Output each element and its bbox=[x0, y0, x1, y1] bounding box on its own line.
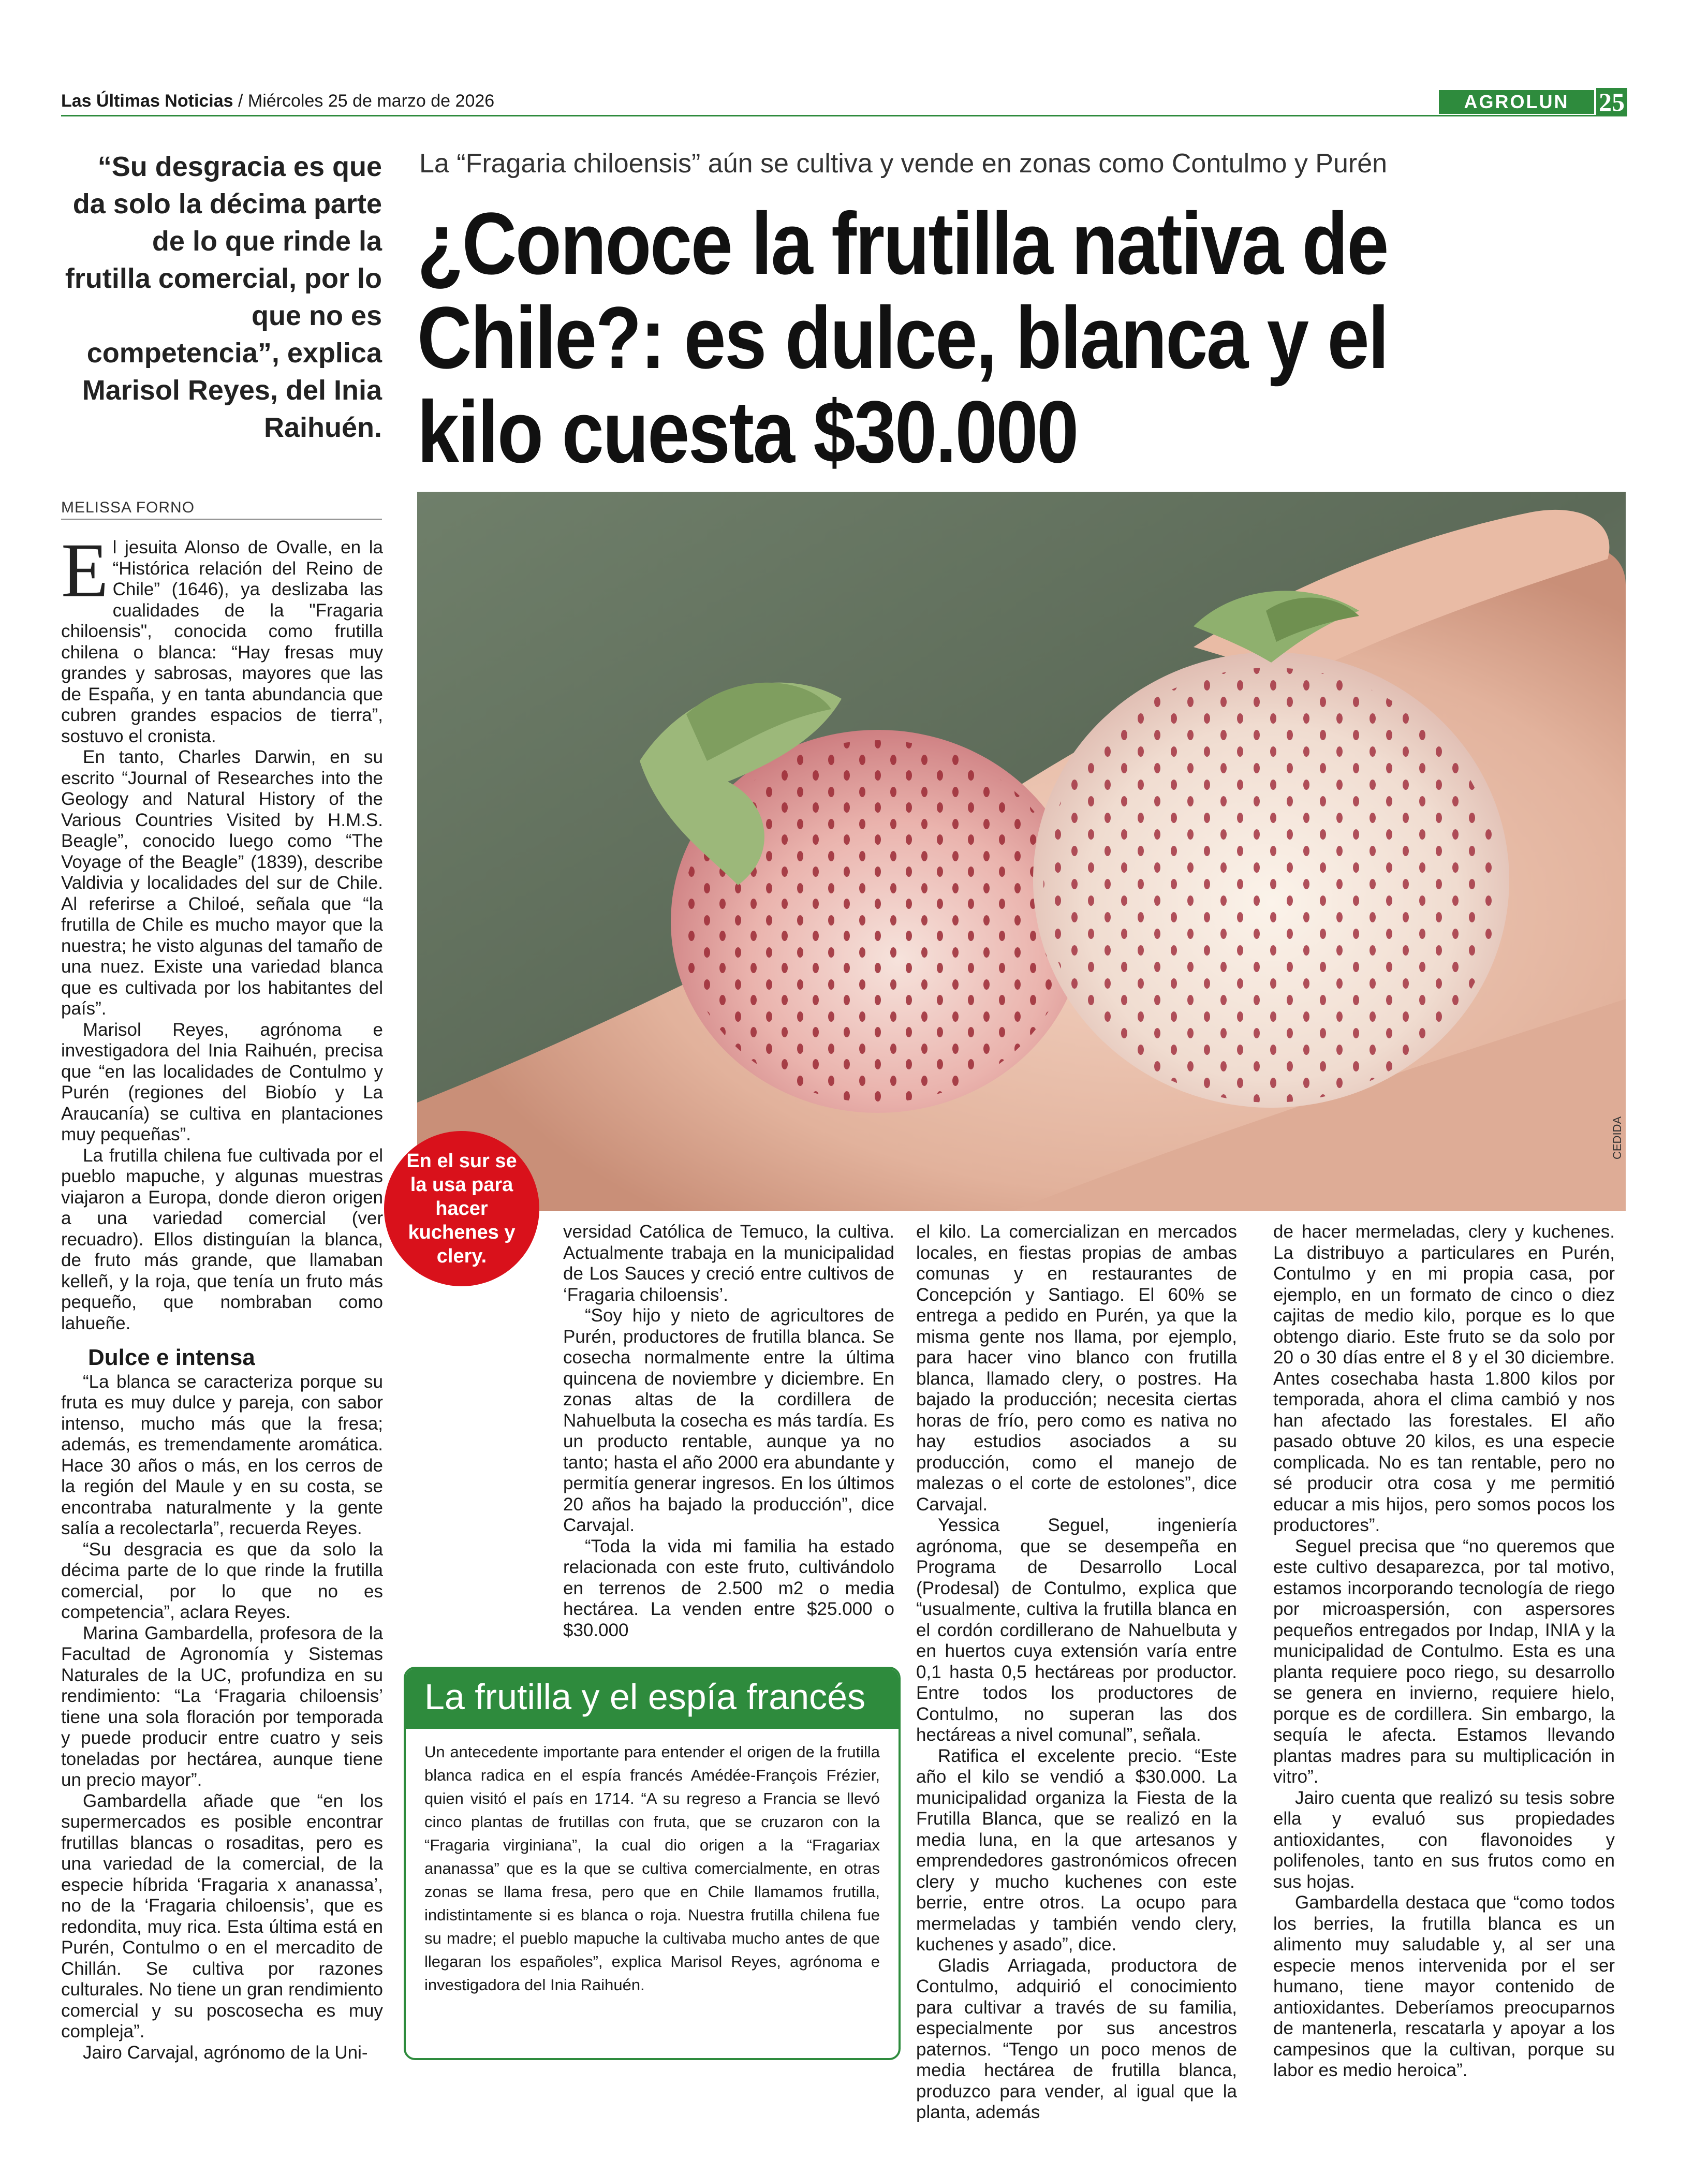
header-rule bbox=[61, 115, 1627, 116]
paragraph: Gambardella añade que “en los supermercados es posible encontrar frutillas blancas o rosaditas, pero es una variedad de la comercial, de la especie híbrida ‘Fragaria x ananassa’, no de la ‘Fragaria chiloensis’, que es redondita, muy rica. Esta última está en Purén, Contulmo o en el mercadito de Chillán. Se cultiva por razones culturales. No tiene un gran rendimiento comercial y su poscosecha es muy compleja”. bbox=[61, 1790, 383, 2041]
article-kicker: La “Fragaria chiloensis” aún se cultiva y vende en zonas como Contulmo y Purén bbox=[419, 149, 1388, 179]
photo-credit: CEDIDA bbox=[1611, 1116, 1624, 1159]
article-title: ¿Conoce la frutilla nativa de Chile?: es dulce, blanca y el kilo cuesta $30.000 bbox=[417, 195, 1388, 481]
paragraph: En tanto, Charles Darwin, en su escrito “Journal of Researches into the Geology and Natural History of the Various Countries Visited by H.M.S. Beagle”, conocido luego como “The Voyage of the Beagle” (1839), describe Valdivia y localidades del sur de Chile. Al referirse a Chiloé, señala que “la frutilla de Chile es mucho mayor que la nuestra; he visto algunas del tamaño de una nuez. Existe una variedad blanca que es cultivada por los habitantes del país”. bbox=[61, 747, 383, 1019]
paragraph: Gladis Arriagada, productora de Contulmo, adquirió el conocimiento para cultivar a través de su familia, especialmente por sus ancestros paternos. “Tengo un poco menos de media hectárea de frutilla blanca, produzco para vender, al igual que la planta, además bbox=[916, 1955, 1237, 2122]
section-label: AGROLUN bbox=[1439, 90, 1594, 114]
byline: MELISSA FORNO bbox=[61, 499, 195, 516]
paragraph: La frutilla chilena fue cultivada por el pueblo mapuche, y algunas muestras viajaron a Europa, donde dieron origen a una variedad comercial (ver recuadro). Ellos distinguían la blanca, de fruto más grande, que llamaban kelleñ, y la roja, que tenía un fruto más pequeño, que nombraban como lahueñe. bbox=[61, 1145, 383, 1333]
paragraph: de hacer mermeladas, clery y kuchenes. La distribuyo a particulares en Purén, Contulmo y en mi propia casa, por ejemplo, en un formato de cinco o diez cajitas de medio kilo, porque es lo que obtengo diario. Este fruto se da solo por 20 o 30 días entre el 8 y el 30 diciembre. Antes cosechaba hasta 1.800 kilos por temporada, ahora el clima cambió y nos han afectado las forestales. El año pasado obtuve 20 kilos, es una especie complicada. No es tan rentable, pero no sé producir otra cosa y me permitió educar a mis hijos, pero somos pocos los productores”. bbox=[1273, 1222, 1615, 1535]
paragraph: Jairo cuenta que realizó su tesis sobre ella y evaluó sus propiedades antioxidantes, con flavonoides y polifenoles, tanto en sus frutos como en sus hojas. bbox=[1273, 1787, 1615, 1892]
paragraph: Ratifica el excelente precio. “Este año el kilo se vendió a $30.000. La municipalidad organiza la Fiesta de la Frutilla Blanca, que se realizó en la media luna, en la que artesanos y emprendedores gastronómicos ofrecen clery y mucho kuchenes con este berrie, entre otros. La ocupo para mermeladas y también vendo clery, kuchenes y asado”, dice. bbox=[916, 1745, 1237, 1955]
paragraph: “Su desgracia es que da solo la décima parte de lo que rinde la frutilla comercial, por lo que no es competencia”, aclara Reyes. bbox=[61, 1539, 383, 1622]
paragraph: versidad Católica de Temuco, la cultiva. Actualmente trabaja en la municipalidad de Los Sauces y creció entre cultivos de ‘Fragaria chiloensis’. bbox=[563, 1222, 894, 1305]
paragraph: Gambardella destaca que “como todos los berries, la frutilla blanca es un alimento muy saludable y, al ser una especie menos intervenida por el ser humano, tiene mayor contenido de antioxidantes. Deberíamos preocuparnos de mantenerla, rescatarla y apoyar a los campesinos que la cultivan, porque su labor es medio heroica”. bbox=[1273, 1892, 1615, 2080]
byline-rule bbox=[61, 519, 382, 520]
paragraph: Seguel precisa que “no queremos que este cultivo desaparezca, por tal motivo, estamos incorporando tecnología de riego por microaspersión, con aspersores pequeños entregados por Indap, INIA y la municipalidad de Contulmo. Esta es una planta requiere poco riego, su desarrollo se genera en invierno, requiere hielo, porque es de cordillera. Sin embargo, la sequía le afecta. Estamos llevando plantas madres para su multiplicación in vitro”. bbox=[1273, 1536, 1615, 1787]
paragraph: “Soy hijo y nieto de agricultores de Purén, productores de frutilla blanca. Se cosecha normalmente entre la última quincena de noviembre y diciembre. En zonas altas de la cordillera de Nahuelbuta la cosecha es más tardía. Es un producto rentable, aunque ya no tanto; hasta el año 2000 era abundante y permitía generar ingresos. En los últimos 20 años ha bajado la producción”, dice Carvajal. bbox=[563, 1305, 894, 1535]
paragraph: Marina Gambardella, profesora de la Facultad de Agronomía y Sistemas Naturales de la UC, profundiza en su rendimiento: “La ‘Fragaria chiloensis’ tiene una sola floración por temporada y puede producir entre cuatro y seis toneladas por hectárea, aunque tiene un precio mayor”. bbox=[61, 1623, 383, 1790]
dropcap: E bbox=[61, 527, 109, 613]
text-column-1 bbox=[61, 527, 383, 2069]
subheading: Dulce e intensa bbox=[88, 1345, 255, 1370]
paragraph: Yessica Seguel, ingeniería agrónoma, que se desempeña en Programa de Desarrollo Local (Prodesal) de Contulmo, explica que “usualmente, cultiva la frutilla blanca en el cordón cordillerano de Nahuelbuta y en huertos cuya extensión varía entre 0,1 hasta 0,5 hectáreas por productor. Entre todos los productores de Contulmo, no superan las dos hectáreas a nivel comunal”, señala. bbox=[916, 1515, 1237, 1745]
text-column-2 bbox=[563, 1222, 894, 1646]
pull-quote: “Su desgracia es que da solo la décima parte de lo que rinde la frutilla comercial, por lo que no es competencia”, explica Marisol Reyes, del Inia Raihuén. bbox=[65, 151, 382, 443]
article-photo bbox=[417, 492, 1626, 1211]
publication-name: Las Últimas Noticias bbox=[61, 91, 233, 111]
sidebar-box bbox=[404, 1667, 901, 2060]
paragraph: Marisol Reyes, agrónoma e investigadora del Inia Raihuén, precisa que “en las localidades de Contulmo y Purén (regiones del Biobío y La Araucanía) se cultiva en plantaciones muy pequeñas”. bbox=[61, 1019, 383, 1144]
callout-badge: En el sur se la usa para hacer kuchenes y clery. bbox=[384, 1131, 539, 1286]
paragraph: El jesuita Alonso de Ovalle, en la “Histórica relación del Reino de Chile” (1646), ya deslizaba las cualidades de la "Fragaria chiloensis", conocida como frutilla chilena o blanca: “Hay fresas muy grandes y sabrosas, mayores que las de España, y en tanta abundancia que cubren grandes espacios de tierra”, sostuvo el cronista. bbox=[61, 527, 383, 746]
paragraph: “Toda la vida mi familia ha estado relacionada con este fruto, cultivándolo en terrenos de 2.500 m2 o media hectárea. La venden entre $25.000 o $30.000 bbox=[563, 1536, 894, 1640]
issue-date: / Miércoles 25 de marzo de 2026 bbox=[233, 91, 495, 111]
paragraph: “La blanca se caracteriza porque su fruta es muy dulce y pareja, con sabor intenso, mucho más que la fresa; además, es tremendamente aromática. Hace 30 años o más, en los cerros de la región del Maule y en su costa, se encontraba naturalmente y la gente salía a recolectarla”, recuerda Reyes. bbox=[61, 1371, 383, 1538]
text-column-3 bbox=[916, 1222, 1237, 2122]
page-number: 25 bbox=[1596, 88, 1627, 116]
paragraph: Jairo Carvajal, agrónomo de la Uni- bbox=[83, 2042, 368, 2063]
publication-header bbox=[61, 91, 494, 111]
box-title: La frutilla y el espía francés bbox=[406, 1669, 899, 1729]
box-body: Un antecedente importante para entender el origen de la frutilla blanca radica en el espía francés Amédée-François Frézier, quien visitó el país en 1714. “A su regreso a Francia se llevó cinco plantas de frutillas con fruta, que se cruzaron con la “Fragaria virginiana”, la cual dio origen a la “Fragariax ananassa” que es la que se cultiva comercialmente, en otras zonas se llama fresa, pero que en Chile llamamos frutilla, indistintamente si es blanca o roja. Nuestra frutilla chilena fue su madre; el pueblo mapuche la cultivaba mucho antes de que llegaran los españoles”, explica Marisol Reyes, agrónoma e investigadora del Inia Raihuén. bbox=[424, 1743, 880, 1994]
text-column-4 bbox=[1273, 1222, 1615, 2080]
paragraph: el kilo. La comercializan en mercados locales, en fiestas propias de ambas comunas y en restaurantes de Concepción y Santiago. El 60% se entrega a pedido en Purén, ya que la misma gente nos llama, por ejemplo, para hacer vino blanco con frutilla blanca, llamado clery, o postres. Ha bajado la producción; necesita ciertas horas de frío, pero como es nativa no hay estudios asociados a su producción, como el manejo de malezas o el corte de estolones”, dice Carvajal. bbox=[916, 1222, 1237, 1515]
